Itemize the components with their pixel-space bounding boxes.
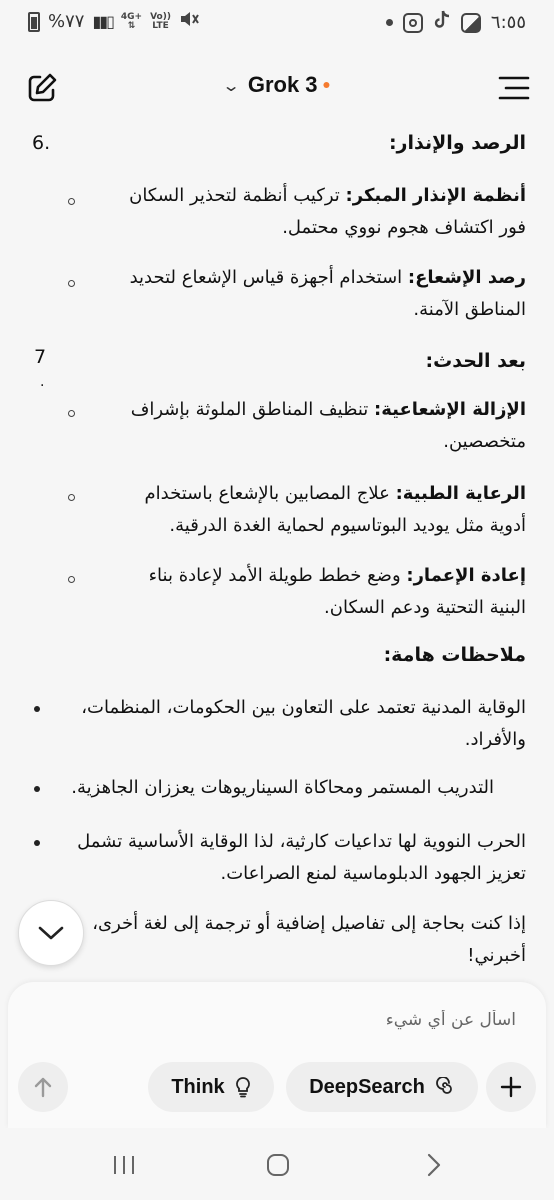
chat-content bbox=[0, 128, 554, 988]
home-button[interactable] bbox=[258, 1150, 298, 1180]
list-item: الرعاية الطبية: علاج المصابين بالإشعاع باستخدام أدوية مثل يوديد البوتاسيوم لحماية الغدة الدرقية. bbox=[144, 483, 526, 536]
bullet-icon bbox=[34, 706, 40, 712]
edit-icon bbox=[26, 72, 58, 104]
model-title: Grok 3 bbox=[247, 72, 318, 97]
note-item: التدريب المستمر ومحاكاة السيناريوهات يعززان الجاهزية. bbox=[71, 777, 494, 798]
lightbulb-icon bbox=[235, 1076, 251, 1098]
prompt-input[interactable] bbox=[76, 1004, 516, 1036]
gallery-icon bbox=[461, 13, 481, 33]
bullet-icon bbox=[68, 280, 75, 287]
status-bar bbox=[0, 0, 554, 44]
tiktok-icon bbox=[433, 10, 451, 35]
status-right bbox=[386, 10, 526, 35]
menu-button[interactable] bbox=[496, 70, 532, 106]
scroll-down-button[interactable] bbox=[18, 900, 84, 966]
section-heading: الرصد والإنذار: bbox=[388, 132, 526, 154]
section-heading: بعد الحدث: bbox=[425, 350, 526, 372]
plus-icon bbox=[500, 1076, 522, 1098]
spiral-icon bbox=[435, 1077, 455, 1097]
bullet-icon bbox=[34, 786, 40, 792]
menu-icon bbox=[496, 70, 532, 106]
battery-icon bbox=[28, 12, 40, 32]
list-item: الإزالة الإشعاعية: تنظيف المناطق الملوثة بإشراف متخصصين. bbox=[130, 399, 526, 452]
chevron-right-icon bbox=[427, 1153, 441, 1177]
bullet-icon bbox=[68, 198, 75, 205]
think-label: Think bbox=[171, 1075, 225, 1098]
list-item: أنظمة الإنذار المبكر: تركيب أنظمة لتحذير السكان فور اكتشاف هجوم نووي محتمل. bbox=[129, 185, 526, 238]
arrow-up-icon bbox=[33, 1076, 53, 1098]
recent-apps-button[interactable] bbox=[104, 1150, 144, 1180]
bullet-icon bbox=[68, 410, 75, 417]
add-attachment-button[interactable] bbox=[486, 1062, 536, 1112]
app-header bbox=[0, 54, 554, 124]
signal-icon: ▮▮▯ bbox=[92, 12, 113, 31]
new-chat-button[interactable] bbox=[22, 68, 62, 108]
home-icon bbox=[266, 1153, 290, 1177]
bullet-icon bbox=[34, 840, 40, 846]
clock-time: ٦:٥٥ bbox=[490, 12, 526, 33]
back-button[interactable] bbox=[414, 1150, 454, 1180]
bullet-icon bbox=[68, 494, 75, 501]
mute-icon bbox=[179, 10, 199, 33]
status-left bbox=[28, 10, 199, 33]
chevron-down-icon: ⌄ bbox=[221, 75, 241, 95]
send-button[interactable] bbox=[18, 1062, 68, 1112]
recent-apps-icon bbox=[112, 1154, 136, 1176]
composer bbox=[8, 982, 546, 1128]
bullet-icon bbox=[68, 576, 75, 583]
battery-text: %٧٧ bbox=[48, 11, 85, 32]
section-number-dot: . bbox=[40, 374, 45, 390]
think-button[interactable] bbox=[148, 1062, 274, 1112]
deepsearch-label: DeepSearch bbox=[309, 1075, 425, 1098]
notes-heading: ملاحظات هامة: bbox=[383, 644, 526, 666]
model-selector[interactable] bbox=[221, 72, 329, 98]
note-item: الحرب النووية لها تداعيات كارثية، لذا الوقاية الأساسية تشمل تعزيز الجهود الدبلوماسية لمنع الصراعات. bbox=[77, 831, 526, 884]
status-dot-icon bbox=[324, 82, 330, 88]
note-item: الوقاية المدنية تعتمد على التعاون بين الحكومات، المنظمات، والأفراد. bbox=[81, 697, 526, 750]
section-number: 7 bbox=[34, 346, 47, 368]
network-type-icon: 4G+ ⇅ bbox=[120, 11, 143, 31]
system-nav-bar bbox=[0, 1128, 554, 1200]
deepsearch-button[interactable] bbox=[286, 1062, 478, 1112]
instagram-icon bbox=[403, 13, 423, 33]
chevron-down-icon bbox=[37, 925, 65, 941]
section-number: 6. bbox=[32, 132, 51, 154]
closing-message: إذا كنت بحاجة إلى تفاصيل إضافية أو ترجمة إلى لغة أخرى، أخبرني! bbox=[92, 913, 526, 966]
notification-dot-icon bbox=[386, 19, 393, 26]
list-item: إعادة الإعمار: وضع خطط طويلة الأمد لإعادة بناء البنية التحتية ودعم السكان. bbox=[148, 565, 526, 618]
list-item: رصد الإشعاع: استخدام أجهزة قياس الإشعاع لتحديد المناطق الآمنة. bbox=[129, 267, 526, 320]
volte-icon: Vo)) LTE bbox=[150, 11, 171, 31]
